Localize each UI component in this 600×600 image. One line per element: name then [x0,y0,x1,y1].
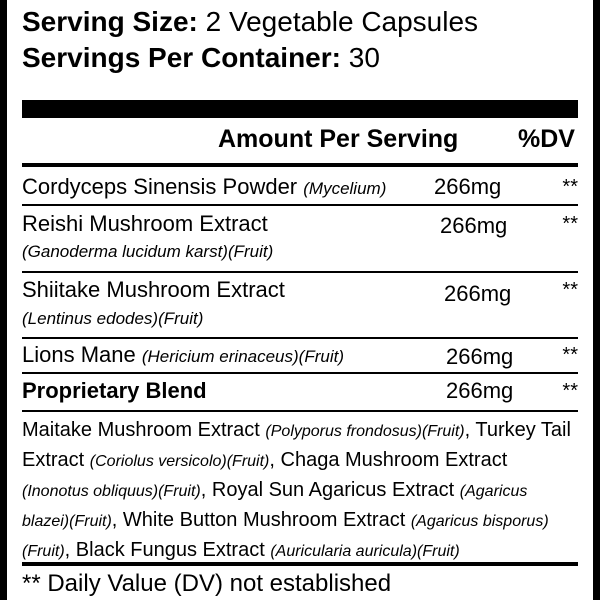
blend-separator: , [464,419,476,441]
blend-separator: , [111,509,123,531]
serving-size-value: 2 Vegetable Capsules [197,6,479,37]
footer-divider [22,562,578,566]
label-border-left [0,0,7,600]
serving-size [22,6,478,38]
blend-separator: , [269,449,281,471]
ingredient-amount: 266mg [444,281,512,306]
blend-item-name: Black Fungus Extract [75,539,271,561]
ingredient-name-text: Lions Mane [22,342,142,367]
ingredient-source: (Lentinus edodes)(Fruit) [22,309,204,328]
proprietary-blend-name: Proprietary Blend [22,378,207,403]
ingredient-dv: ** [562,176,578,198]
ingredient-source: (Mycelium) [303,179,387,198]
blend-item-source: (Polyporus frondosus)(Fruit) [265,423,465,440]
blend-item-source: (Agaricus blazei)(Fruit) [22,483,528,530]
servings-per-container-value: 30 [340,42,380,73]
row-divider [22,410,578,412]
thick-divider [22,100,578,118]
proprietary-blend-row [22,378,578,408]
blend-item-name: Turkey Tail Extract [22,419,571,471]
ingredient-row [22,342,578,372]
ingredient-source: (Hericium erinaceus)(Fruit) [141,347,344,366]
header-divider [22,163,578,167]
ingredient-row [22,174,578,202]
blend-item-source: (Agaricus bisporus)(Fruit) [22,513,549,560]
servings-per-container [22,42,380,74]
ingredient-name: Shiitake Mushroom Extract [22,277,285,302]
serving-size-label: Serving Size: [22,6,198,37]
ingredient-source: (Ganoderma lucidum karst)(Fruit) [22,242,274,261]
blend-item-name: Maitake Mushroom Extract [22,419,266,441]
ingredient-amount: 266mg [446,378,514,403]
ingredient-name-text: Cordyceps Sinensis Powder [22,174,304,199]
row-divider [22,271,578,273]
ingredient-name [22,174,386,202]
label-border-right [593,0,600,600]
dv-header: %DV [518,125,575,153]
ingredient-dv: ** [562,213,578,235]
ingredient-name [22,342,344,370]
blend-separator: , [64,539,76,561]
row-divider [22,372,578,374]
ingredient-row [22,277,578,337]
blend-separator: , [200,479,212,501]
ingredient-dv: ** [562,279,578,301]
ingredient-amount: 266mg [446,344,514,369]
ingredient-dv: ** [562,344,578,366]
blend-item-name: White Button Mushroom Extract [122,509,411,531]
row-divider [22,337,578,339]
blend-item-source: (Coriolus versicolo)(Fruit) [89,453,270,470]
ingredient-amount: 266mg [434,174,502,199]
servings-per-container-label: Servings Per Container: [22,42,341,73]
ingredient-dv: ** [562,380,578,402]
ingredient-amount: 266mg [440,213,508,238]
blend-contents [22,416,576,566]
ingredient-name: Reishi Mushroom Extract [22,211,268,236]
blend-item-source: (Auricularia auricula)(Fruit) [270,543,460,560]
row-divider [22,204,578,206]
blend-item-name: Chaga Mushroom Extract [280,449,508,471]
blend-item-source: (Inonotus obliquus)(Fruit) [22,483,201,500]
amount-per-serving-header: Amount Per Serving [218,125,459,153]
ingredient-row [22,211,578,271]
daily-value-footnote: ** Daily Value (DV) not established [22,570,392,597]
blend-item-name: Royal Sun Agaricus Extract [211,479,460,501]
